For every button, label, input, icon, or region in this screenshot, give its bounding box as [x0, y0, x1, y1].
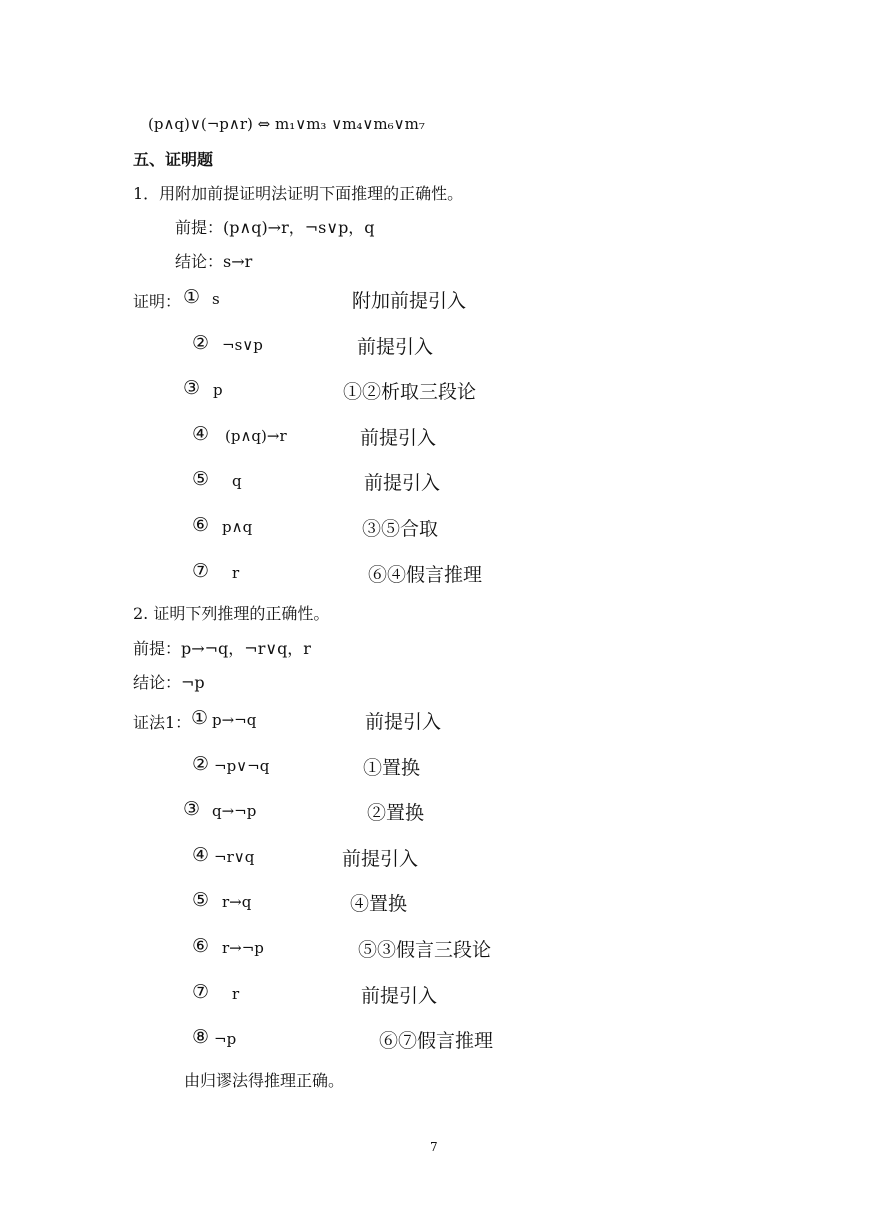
- p1-step-reason: ⑥④假言推理: [368, 564, 483, 586]
- p2-step-num: ④: [192, 844, 210, 866]
- p2-step-reason: ⑤③假言三段论: [358, 939, 492, 961]
- p2-step-reason: ⑥⑦假言推理: [379, 1030, 494, 1052]
- section-heading: 五、证明题: [133, 150, 214, 169]
- p1-step-reason: 前提引入: [357, 336, 434, 358]
- p2-step-formula: r: [232, 985, 240, 1003]
- p1-step-formula: ¬s∨p: [222, 336, 263, 354]
- p1-step-num: ⑤: [192, 468, 210, 490]
- problem2-premises: 前提：p→¬q，¬r∨q，r: [133, 639, 311, 658]
- p1-step-num: ④: [192, 423, 210, 445]
- p2-step-formula: p→¬q: [212, 711, 257, 729]
- p1-step-reason: 前提引入: [360, 427, 437, 449]
- p1-step-num: ⑥: [192, 514, 210, 536]
- p1-step-reason: 附加前提引入: [352, 290, 467, 312]
- p2-step-num: ②: [192, 753, 210, 775]
- p1-step-formula: p∧q: [222, 518, 253, 536]
- p2-step-num: ⑥: [192, 935, 210, 957]
- problem2-proof-label: 证法1：: [133, 713, 192, 732]
- p2-step-formula: ¬p∨¬q: [214, 757, 270, 775]
- problem2-closing: 由归谬法得推理正确。: [184, 1071, 345, 1090]
- p2-step-reason: ④置换: [350, 893, 408, 915]
- p1-step-formula: q: [232, 472, 242, 490]
- p2-step-num: ③: [183, 798, 201, 820]
- p2-step-reason: ②置换: [367, 802, 425, 824]
- p1-step-formula: r: [232, 564, 240, 582]
- p1-step-formula: (p∧q)→r: [225, 427, 287, 445]
- p1-step-reason: 前提引入: [364, 472, 441, 494]
- p2-step-num: ⑦: [192, 981, 210, 1003]
- p1-step-reason: ①②析取三段论: [343, 381, 477, 403]
- p1-step-num: ⑦: [192, 560, 210, 582]
- problem1-proof-label: 证明：: [133, 292, 182, 311]
- problem2-conclusion: 结论：¬p: [133, 673, 205, 692]
- p2-step-num: ⑤: [192, 889, 210, 911]
- problem2-statement: 2. 证明下列推理的正确性。: [133, 604, 330, 623]
- formula-line: (p∧q)∨(¬p∧r) ⇔ m₁∨m₃ ∨m₄∨m₆∨m₇: [148, 115, 425, 133]
- problem1-conclusion: 结论：s→r: [175, 252, 253, 271]
- p2-step-reason: ①置换: [363, 757, 421, 779]
- p1-step-reason: ③⑤合取: [362, 518, 439, 540]
- p1-step-num: ①: [183, 286, 201, 308]
- p2-step-reason: 前提引入: [365, 711, 442, 733]
- p2-step-formula: ¬p: [214, 1030, 237, 1048]
- p2-step-formula: r→q: [222, 893, 252, 911]
- p2-step-reason: 前提引入: [342, 848, 419, 870]
- p2-step-formula: q→¬p: [212, 802, 257, 820]
- p2-step-formula: r→¬p: [222, 939, 264, 957]
- p2-step-num: ⑧: [192, 1026, 210, 1048]
- problem1-premises: 前提：(p∧q)→r，¬s∨p，q: [175, 218, 375, 237]
- page-number: 7: [430, 1140, 438, 1154]
- p2-step-num: ①: [191, 707, 209, 729]
- p1-step-formula: s: [212, 290, 220, 308]
- p2-step-formula: ¬r∨q: [214, 848, 255, 866]
- p1-step-num: ②: [192, 332, 210, 354]
- p1-step-num: ③: [183, 377, 201, 399]
- p1-step-formula: p: [213, 381, 223, 399]
- problem1-statement: 1．用附加前提证明法证明下面推理的正确性。: [133, 184, 464, 203]
- p2-step-reason: 前提引入: [361, 985, 438, 1007]
